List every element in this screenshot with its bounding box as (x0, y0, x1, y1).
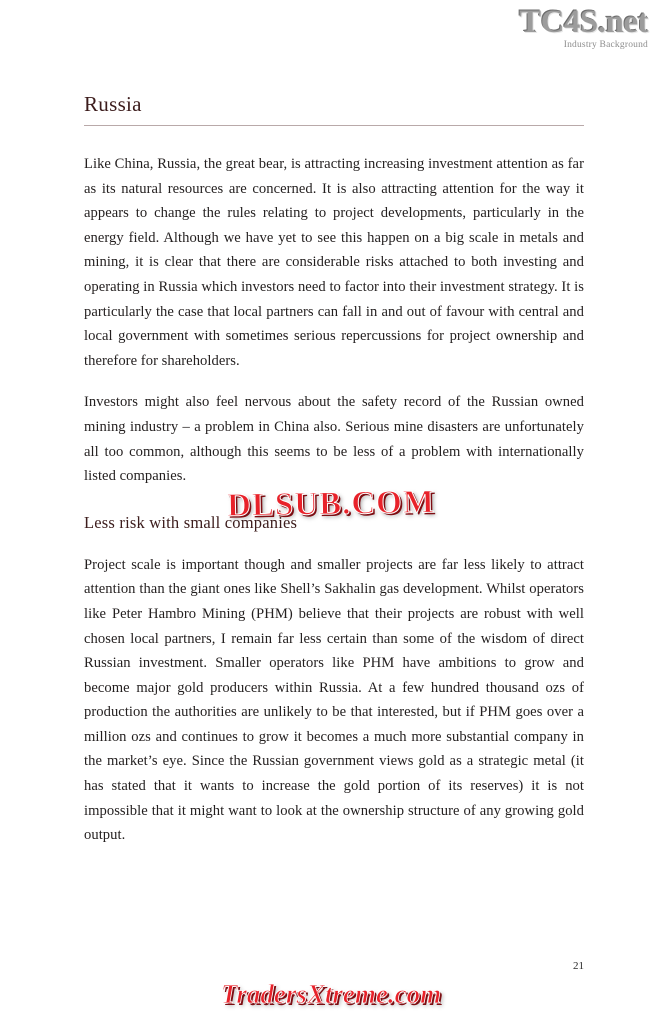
document-body (84, 92, 584, 865)
page-title: Russia (84, 92, 142, 116)
body-paragraph: Investors might also feel nervous about the safety record of the Russian owned mining industry – a problem in China also. Serious mine disasters are unfortunately all too common, although this seems to be less of a problem with internationally listed companies. (84, 394, 584, 485)
body-paragraph: Like China, Russia, the great bear, is attracting increasing investment attention as far as its natural resources are concerned. It is also attracting attention for the way it appears to change the rules relating to project developments, particularly in the energy field. Although we have yet to see this happen on a big scale in metals and mining, it is clear that there are considerable risks attached to both investing and operating in Russia which investors need to factor into their investment strategy. It is particularly the case that local partners can fall in and out of favour with central and local government with sometimes serious repercussions for project ownership and therefore for shareholders. (84, 156, 584, 369)
body-paragraph: Project scale is important though and smaller projects are far less likely to attract attention than the giant ones like Shell’s Sakhalin gas development. Whilst operators like Peter Hambro Mining (PHM) believe that their projects are robust with well chosen local partners, I remain far less certain than some of the wisdom of direct Russian investment. Smaller operators like PHM have ambitions to grow and become major gold producers within Russia. At a few hundred thousand ozs of production the authorities are unlikely to be that interested, but if PHM goes over a million ozs and continues to grow it becomes a much more substantial company in the market’s eye. Since the Russian government views gold as a strategic metal (it has stated that it wants to increase the gold portion of its reserves) it is not impossible that it might want to look at the ownership structure of any growing gold output. (84, 556, 584, 844)
brand-logo-text: TC4S.net (519, 4, 648, 40)
page-number: 21 (573, 960, 584, 972)
center-watermark: DLSUB.COM (226, 484, 436, 524)
site-brand (519, 6, 648, 51)
bottom-watermark: TradersXtreme.com (220, 979, 442, 1009)
brand-subtitle: Industry Background (563, 40, 648, 50)
subsection-title: Less risk with small companies (84, 512, 298, 532)
title-divider (84, 125, 584, 126)
